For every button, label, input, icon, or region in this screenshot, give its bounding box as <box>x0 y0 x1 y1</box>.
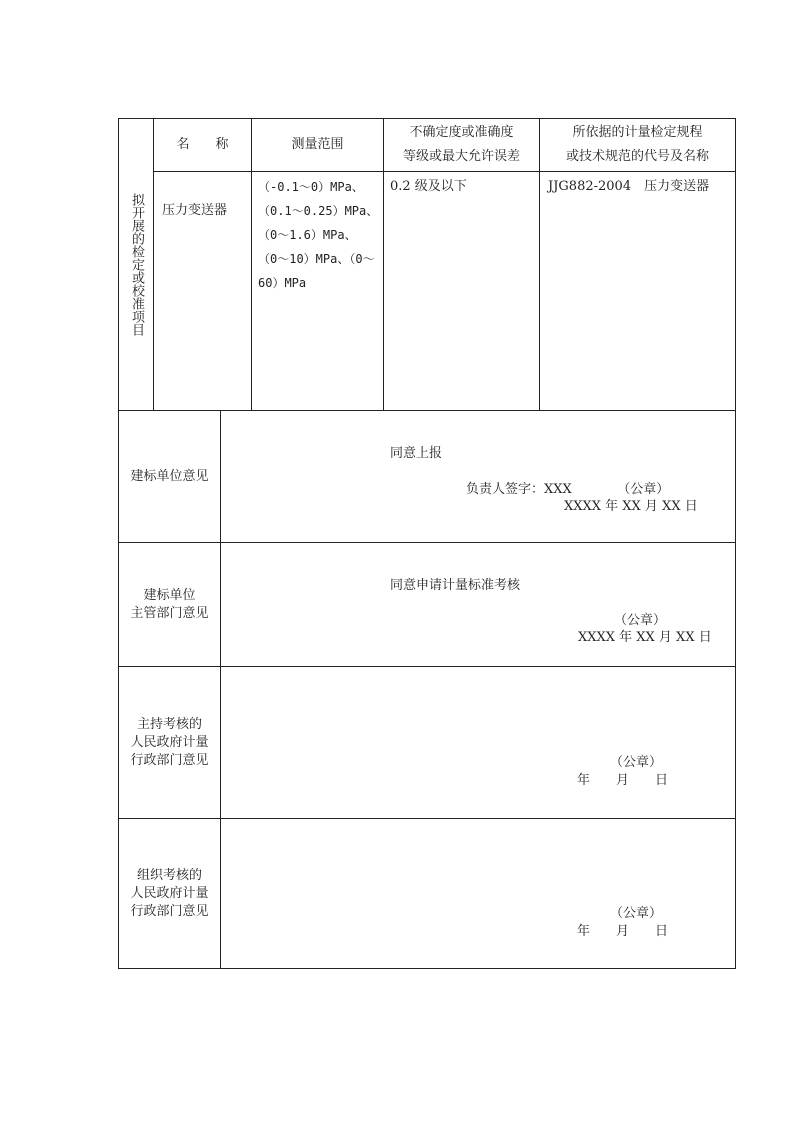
table-border-right <box>735 118 736 969</box>
section1-opinion: 同意上报 <box>390 446 443 461</box>
header-uncertainty-line2: 等级或最大允许误差 <box>402 149 520 164</box>
header-name: 名 称 <box>176 137 229 152</box>
section3-label-line3: 行政部门意见 <box>130 753 209 768</box>
section1-date: XXXX 年 XX 月 XX 日 <box>564 499 698 514</box>
section3-label-line2: 人民政府计量 <box>130 735 209 750</box>
section4-label-line3: 行政部门意见 <box>130 904 209 919</box>
col-divider-label <box>153 118 154 410</box>
section1-label: 建标单位意见 <box>130 469 209 484</box>
header-divider <box>153 171 736 172</box>
section4-label-line2: 人民政府计量 <box>130 886 209 901</box>
row-uncertainty: 0.2 级及以下 <box>390 179 467 194</box>
items-side-label-text: 拟开展的检定或校准项目 <box>129 193 144 336</box>
opinion-label-divider <box>220 410 221 969</box>
table-border-top <box>118 118 736 119</box>
section-divider-1 <box>118 410 736 411</box>
section-divider-3 <box>118 666 736 667</box>
section4-label-line1: 组织考核的 <box>136 868 202 883</box>
range-line: （0.1～0.25）MPa、 <box>258 204 379 218</box>
header-range: 测量范围 <box>291 137 344 152</box>
section3-seal: （公章） <box>610 755 663 770</box>
section2-seal: （公章） <box>614 613 667 628</box>
section3-label-line1: 主持考核的 <box>136 717 202 732</box>
range-line: （0～1.6）MPa、 <box>258 228 357 242</box>
table-border-bottom <box>118 968 736 969</box>
section4-seal: （公章） <box>610 906 663 921</box>
range-line: （0～10）MPa、（0～ <box>258 252 375 266</box>
section2-date: XXXX 年 XX 月 XX 日 <box>578 630 712 645</box>
section2-label-line2: 主管部门意见 <box>130 606 209 621</box>
section-divider-2 <box>118 542 736 543</box>
items-side-label <box>119 119 153 410</box>
range-line: 60）MPa <box>258 276 307 290</box>
section2-opinion: 同意申请计量标准考核 <box>390 578 521 593</box>
col-divider-name <box>251 118 252 410</box>
range-line: （-0.1～0）MPa、 <box>258 180 364 194</box>
header-basis-line1: 所依据的计量检定规程 <box>572 125 703 140</box>
header-uncertainty-line1: 不确定度或准确度 <box>409 125 514 140</box>
section1-signature: 负责人签字：XXX （公章） <box>466 482 670 497</box>
header-basis-line2: 或技术规范的代号及名称 <box>565 149 709 164</box>
section4-date: 年 月 日 <box>577 924 669 939</box>
section-divider-4 <box>118 818 736 819</box>
section3-date: 年 月 日 <box>577 773 669 788</box>
section2-label-line1: 建标单位 <box>143 588 196 603</box>
row-basis: JJG882-2004 压力变送器 <box>548 179 710 194</box>
row-name: 压力变送器 <box>162 203 228 218</box>
